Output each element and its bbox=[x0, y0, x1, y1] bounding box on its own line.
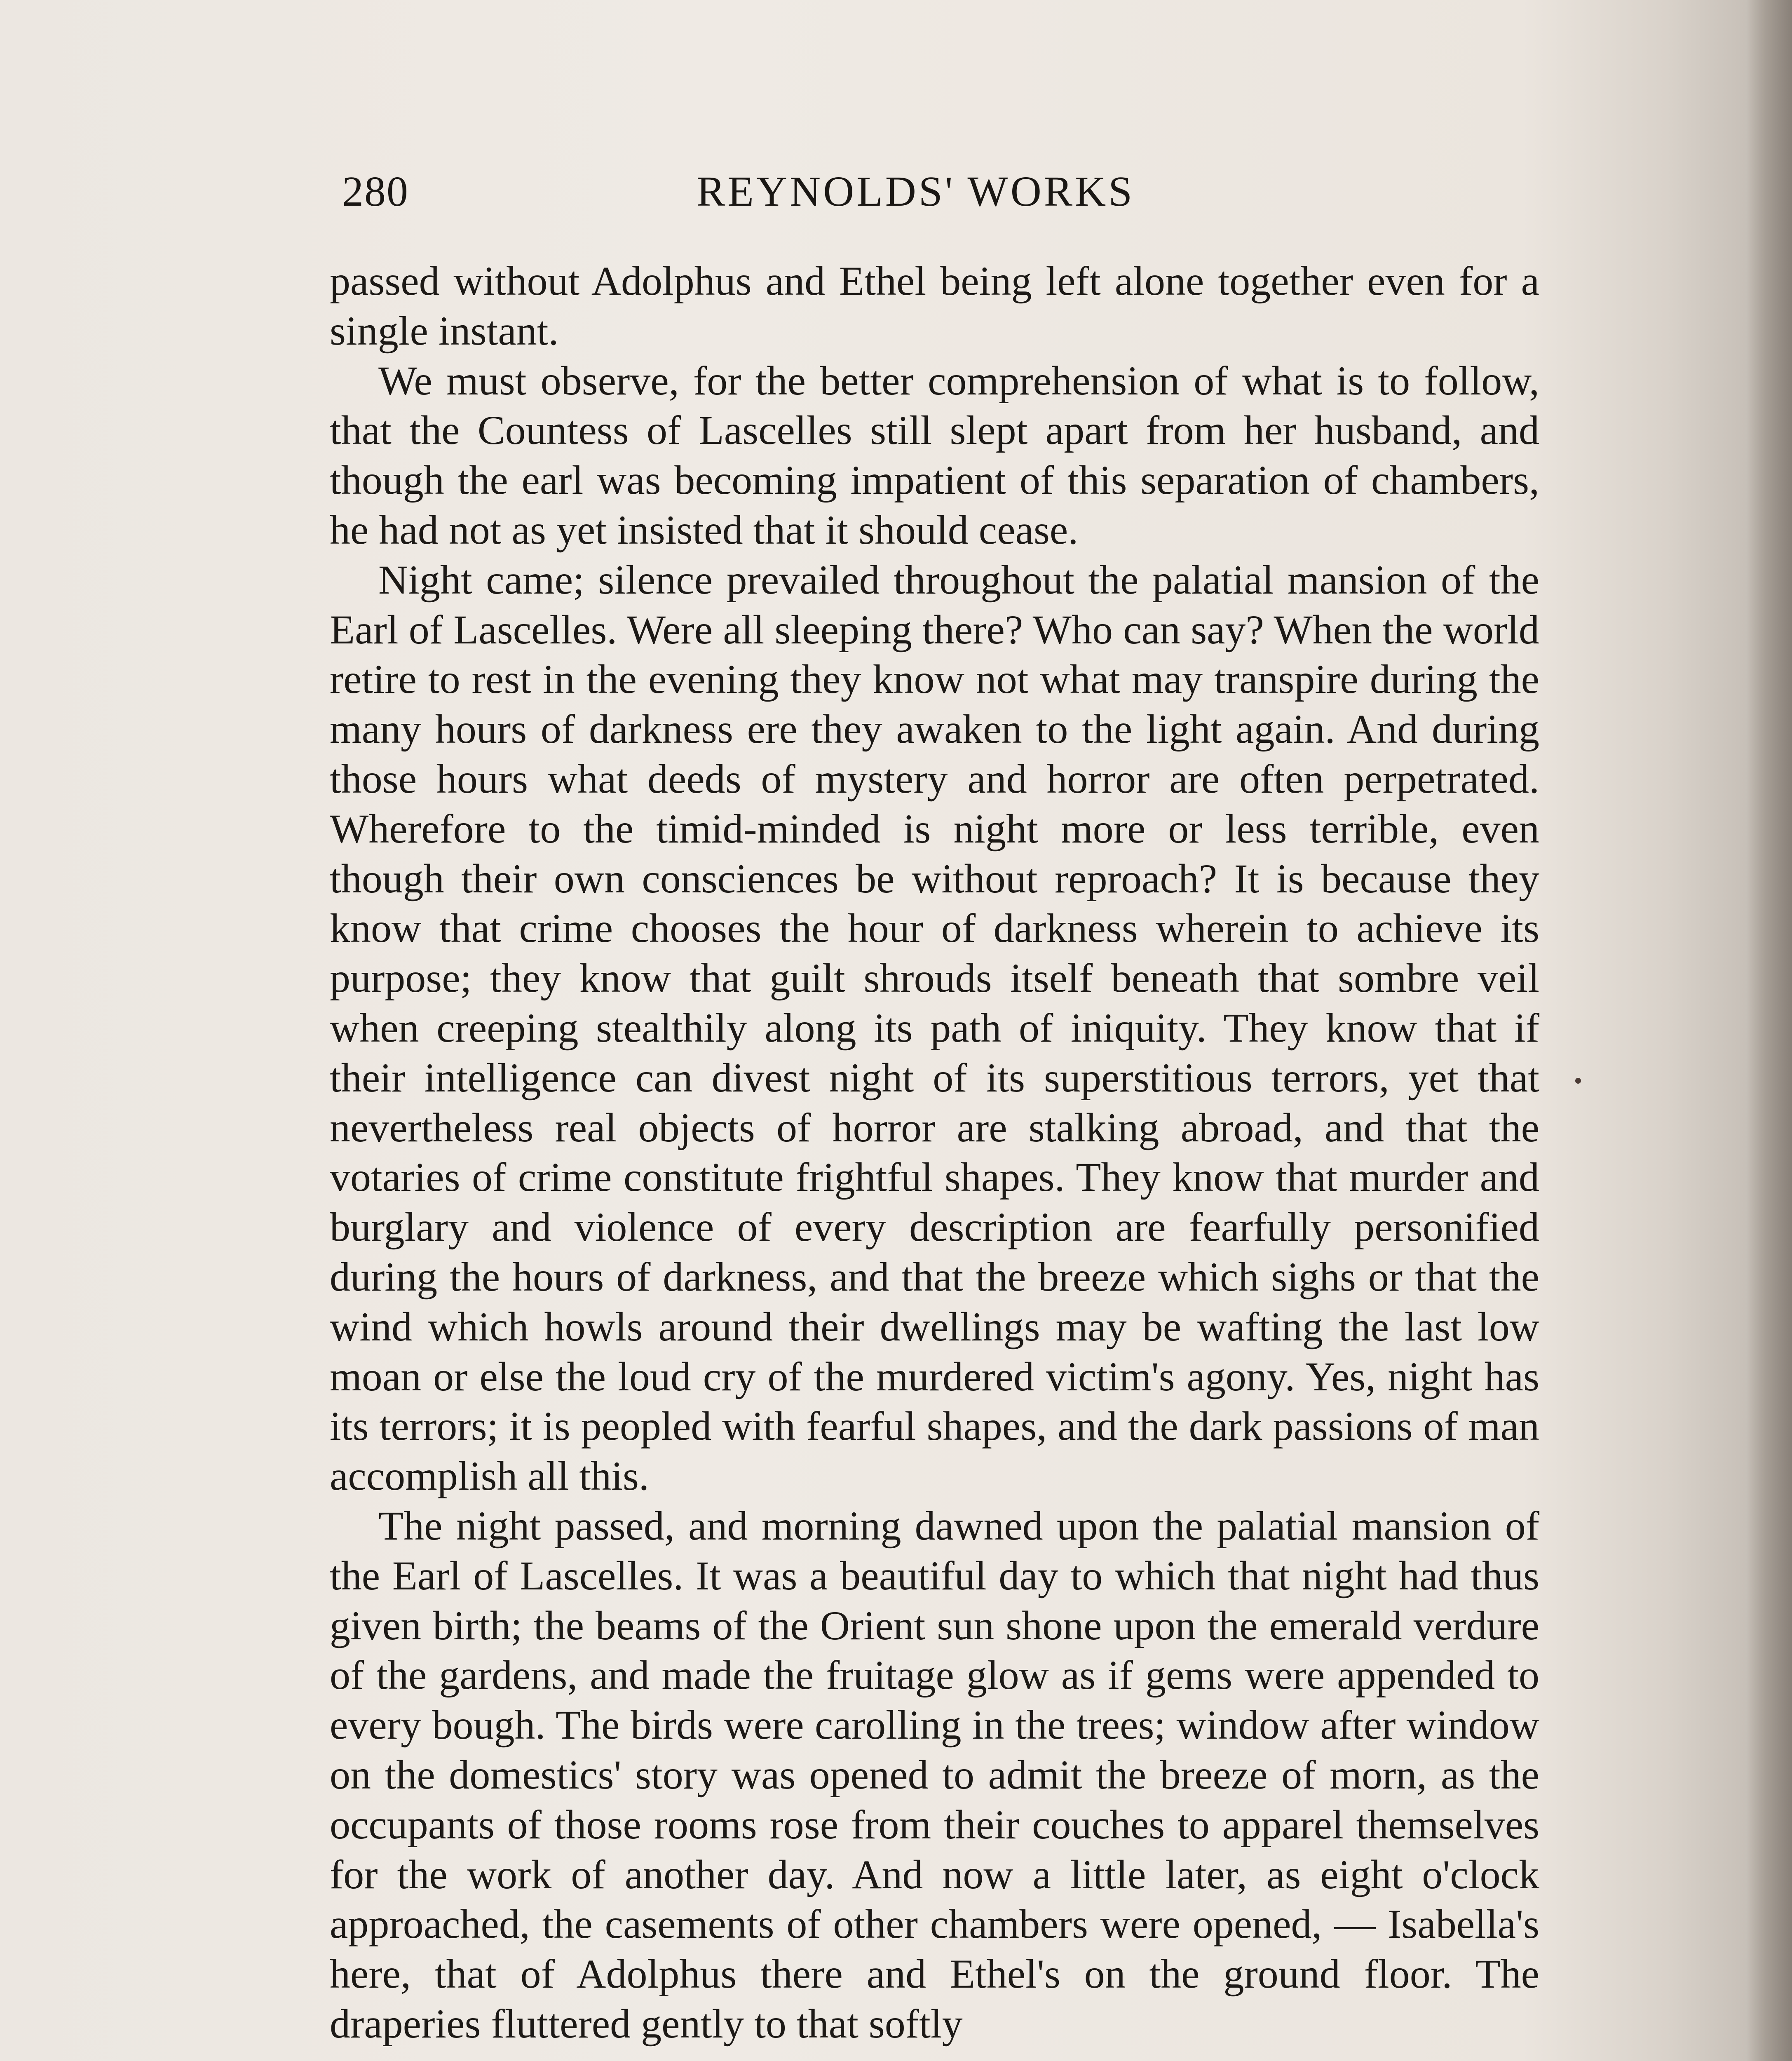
page-number: 280 bbox=[342, 168, 409, 215]
paragraph: The night passed, and morning dawned upon the palatial mansion of the Earl of Lascelles. It was a beautiful day to which that night had thus given birth; the beams of the Orient sun shone upon the emerald verdure of the gardens, and made the fruitage glow as if gems were appended to every bough. The birds were carolling in the trees; window after window on the domestics' story was opened to admit the breeze of morn, as the occupants of those rooms rose from their couches to apparel themselves for the work of another day. And now a little later, as eight o'clock approached, the casements of other chambers were opened, — Isabella's here, that of Adolphus there and Ethel's on the ground floor. The draperies fluttered gently to that softly bbox=[330, 1502, 1539, 2047]
page-spine-shadow bbox=[1747, 0, 1792, 2061]
paragraph-continued: passed without Adolphus and Ethel being left alone together even for a single instant. bbox=[330, 258, 1539, 354]
ink-speck bbox=[1575, 1078, 1581, 1084]
body-text bbox=[330, 256, 1539, 2049]
paragraph: We must observe, for the better comprehension of what is to follow, that the Countess of Lascelles still slept apart from her husband, and though the earl was becoming impatient of this separation of chambers, he had not as yet insisted that it should cease. bbox=[330, 357, 1539, 553]
paragraph: Night came; silence prevailed throughout the palatial mansion of the Earl of Lascelles. Were all sleeping there? Who can say? When the world retire to rest in the evening they know not what may transpire during the many hours of darkness ere they awaken to the light again. And during those hours what deeds of mystery and horror are often perpetrated. Wherefore to the timid-minded is night more or less terrible, even though their own consciences be without reproach? It is because they know that crime chooses the hour of darkness wherein to achieve its purpose; they know that guilt shrouds itself beneath that sombre veil when creeping stealthily along its path of iniquity. They know that if their intelligence can divest night of its superstitious terrors, yet that nevertheless real objects of horror are stalking abroad, and that the votaries of crime constitute frightful shapes. They know that murder and burglary and violence of every description are fearfully personified during the hours of darkness, and that the breeze which sighs or that the wind which howls around their dwellings may be wafting the last low moan or else the loud cry of the murdered victim's agony. Yes, night has its terrors; it is peopled with fearful shapes, and the dark passions of man accomplish all this. bbox=[330, 556, 1539, 1499]
running-title: REYNOLDS' WORKS bbox=[697, 168, 1135, 215]
page-header bbox=[334, 167, 1183, 221]
